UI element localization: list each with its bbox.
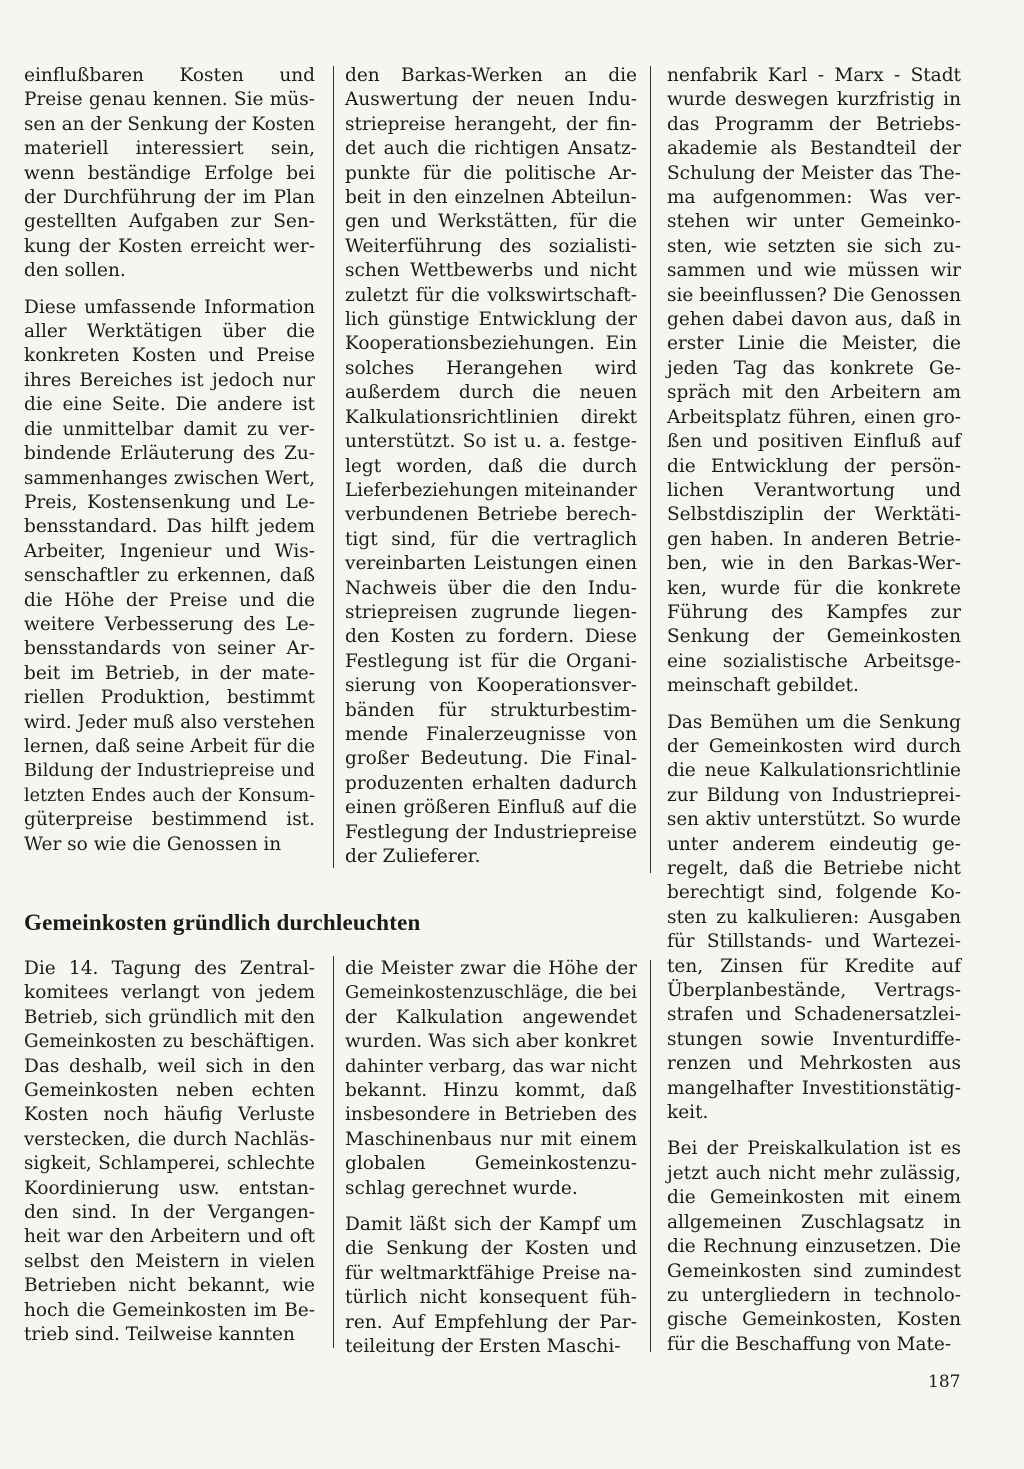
text-line: meinschaft gebildet. [667,675,859,697]
text-line: ben, wie in den Barkas-Wer- [667,553,961,575]
text-line: Gemeinkosten neben echten [24,1080,315,1102]
paragraph [345,957,637,1201]
text-line: nenfabrik Karl - Marx - Stadt [667,65,961,86]
text-line: Schulung der Meister das The- [667,162,961,184]
text-line: materiell interessiert sein, [24,138,315,160]
text-line: die Höhe der Preise und die [24,589,315,611]
text-line: der Zulieferer. [345,846,481,867]
text-column [24,957,315,1348]
text-line: Kosten noch häufig Verluste [24,1104,315,1126]
text-line: mende Finalerzeugnisse von [345,723,637,745]
text-line: bensstandards von seiner Ar- [24,638,315,660]
text-line: regelt, daß die Betriebe nicht [667,858,961,879]
text-line: wenn beständige Erfolge bei [24,162,315,184]
text-line: sie beeinflussen? Die Genossen [667,284,961,306]
text-line: selbst den Meistern in vielen [24,1250,315,1272]
text-line: letzten Endes auch der Konsum- [24,785,315,806]
text-line: gen haben. In anderen Betrie- [667,528,961,550]
paragraph-gap [24,284,315,296]
text-line: kung der Kosten erreicht wer- [24,235,315,257]
text-line: wurden. Was sich aber konkret [345,1031,637,1053]
text-line: Führung des Kampfes zur [667,601,961,623]
text-line: jeden Tag das konkrete Ge- [667,357,961,379]
text-column [24,64,315,857]
paragraph-gap [667,1125,961,1137]
column-rule-left-top [333,66,334,868]
text-line: schen Wettbewerbs und nicht [345,260,637,282]
text-line: der Durchführung der im Plan [24,187,315,209]
text-line: den Kosten zu fordern. Diese [345,626,637,648]
text-line: Das Bemühen um die Senkung [667,711,961,733]
text-line: Arbeitsplatz führen, einen gro- [667,406,961,428]
text-line: produzenten erhalten dadurch [345,772,637,794]
text-line: Maschinenbaus nur mit einem [345,1128,637,1150]
text-line: ihres Bereiches ist jedoch nur [24,369,315,391]
text-line: sen aktiv unterstützt. So wurde [667,809,961,831]
paragraph [667,1137,961,1357]
text-line: lernen, daß seine Arbeit für die [24,735,315,757]
text-line: Senkung der Gemeinkosten [667,626,961,648]
text-line: für weltmarktfähige Preise na- [345,1262,637,1284]
text-line: Gemeinkosten zu beschäftigen. [24,1031,315,1053]
text-line: ren. Auf Empfehlung der Par- [345,1311,637,1333]
text-line: Die 14. Tagung des Zentral- [24,958,315,979]
text-line: berechtigt sind, folgende Ko- [667,882,961,904]
text-line: sten, wie setzten sie sich zu- [667,235,961,257]
text-line: solches Herangehen wird [345,357,637,379]
text-line: Arbeiter, Ingenieur und Wis- [24,540,315,562]
page-number: 187 [928,1372,961,1392]
text-line: Festlegung ist für die Organi- [345,650,637,672]
text-line: det auch die richtigen Ansatz- [345,138,637,160]
text-line: Gemeinkosten sind zumindest [667,1260,961,1282]
paragraph [345,1213,637,1359]
text-line: Wer so wie die Genossen in [24,833,282,855]
text-line: senschaftler zu erkennen, daß [24,565,315,587]
text-line: Kalkulationsrichtlinien direkt [345,406,637,428]
text-line: die unmittelbar damit zu ver- [24,418,315,440]
text-line: der Kalkulation angewendet [345,1006,637,1028]
text-line: zu untergliedern in technolo- [667,1284,961,1306]
text-line: ten, Zinsen für Kredite auf [667,955,961,977]
text-line: keit. [667,1102,709,1124]
text-line: Bei der Preiskalkulation ist es [667,1138,961,1160]
text-line: legt worden, daß die durch [345,455,637,477]
column-rule-left-bottom [333,956,334,1348]
text-line: die Senkung der Kosten und [345,1238,637,1260]
text-line: hoch die Gemeinkosten im Be- [24,1299,315,1321]
text-line: die Gemeinkosten mit einem [667,1187,961,1209]
text-line: Damit läßt sich der Kampf um [345,1214,637,1236]
paragraph [24,957,315,1348]
text-line: renzen und Mehrkosten aus [667,1053,961,1075]
text-line: globalen Gemeinkostenzu- [345,1153,637,1175]
text-line: Weiterführung des sozialisti- [345,235,637,257]
paragraph-gap [345,1201,637,1213]
text-line: weitere Verbesserung des Le- [24,613,315,635]
text-line: komitees verlangt von jedem [24,982,315,1004]
text-line: lichen Verantwortung und [667,479,961,501]
paragraph [345,64,637,869]
text-line: Preis, Kostensenkung und Le- [24,491,315,513]
text-line: bindende Erläuterung des Zu- [24,443,315,465]
text-line: bekannt. Hinzu kommt, daß [345,1080,637,1102]
text-line: verstecken, die durch Nachläs- [24,1128,315,1150]
text-line: den sind. In der Vergangen- [24,1202,315,1224]
text-line: Nachweis über die den Indu- [345,577,637,599]
text-line: erster Linie die Meister, die [667,333,961,355]
text-line: der Gemeinkosten wird durch [667,735,961,757]
text-line: die Entwicklung der persön- [667,455,961,477]
text-line: Bildung der Industriepreise und [24,761,315,782]
text-line: die eine Seite. Die andere ist [24,394,315,416]
text-line: bänden für strukturbestim- [345,699,637,721]
text-line: insbesondere in Betrieben des [345,1104,637,1126]
paragraph-gap [667,699,961,711]
text-line: zur Bildung von Industrieprei- [667,784,961,806]
text-line: ßen und positiven Einfluß auf [667,431,961,453]
text-line: tigt sind, für die vertraglich [345,528,637,550]
column-rule-right-bottom [650,960,651,1352]
text-line: stungen sowie Inventurdiffe- [667,1028,961,1050]
text-line: die Rechnung einzusetzen. Die [667,1236,961,1258]
text-line: teileitung der Ersten Maschi- [345,1336,621,1358]
section-heading: Gemeinkosten gründlich durchleuchten [24,910,421,935]
text-line: einen größeren Einfluß auf die [345,797,637,819]
text-line: Preise genau kennen. Sie müs- [24,89,315,111]
text-line: akademie als Bestandteil der [667,138,961,160]
text-line: gehen dabei davon aus, daß in [667,309,961,331]
text-line: zuletzt für die volkswirtschaft- [345,284,637,306]
text-line: striepreise herangeht, der fin- [345,113,637,135]
text-line: aller Werktätigen über die [24,321,315,343]
text-line: eine sozialistische Arbeitsge- [667,650,961,672]
text-line: einflußbaren Kosten und [24,65,315,86]
text-line: strafen und Schadenersatzlei- [667,1004,961,1026]
text-line: gische Gemeinkosten, Kosten [667,1309,961,1331]
text-line: das Programm der Betriebs- [667,113,961,135]
text-line: trieb sind. Teilweise kannten [24,1324,295,1346]
text-line: die neue Kalkulationsrichtlinie [667,760,961,782]
text-line: großer Bedeutung. Die Final- [345,748,637,770]
text-line: sammenhanges zwischen Wert, [24,467,315,489]
text-line: den Barkas-Werken an die [345,65,637,86]
text-line: den sollen. [24,260,126,282]
text-line: ken, wurde für die konkrete [667,577,961,599]
text-line: vereinbarten Leistungen einen [345,553,637,575]
paragraph [24,64,315,284]
text-line: güterpreise bestimmend ist. [24,809,315,831]
text-line: sen an der Senkung der Kosten [24,113,315,135]
text-line: striepreisen zugrunde liegen- [345,601,637,623]
text-line: unter anderem eindeutig ge- [667,833,961,855]
text-line: ma aufgenommen: Was ver- [667,187,961,209]
text-line: Festlegung der Industriepreise [345,821,637,843]
text-line: Gemeinkostenzuschläge, die bei [345,983,637,1004]
text-line: dahinter verbarg, das war nicht [345,1055,637,1077]
text-line: konkreten Kosten und Preise [24,345,315,367]
text-line: Betrieb, sich gründlich mit den [24,1006,315,1028]
text-line: wurde deswegen kurzfristig in [667,89,961,111]
text-line: gen und Werkstätten, für die [345,211,637,233]
text-line: mangelhafter Investitionstätig- [667,1077,961,1099]
text-line: gestellten Aufgaben zur Sen- [24,211,315,233]
text-line: sammen und wie müssen wir [667,260,961,282]
paragraph [24,296,315,857]
text-line: bensstandard. Das hilft jedem [24,516,315,538]
text-line: sigkeit, Schlamperei, schlechte [24,1153,315,1175]
text-line: beit im Betrieb, in der mate- [24,662,315,684]
text-line: schlag gerechnet wurde. [345,1177,578,1199]
paragraph [667,64,961,699]
column-rule-right-top [650,66,651,873]
text-line: lich günstige Entwicklung der [345,309,637,331]
text-column [345,64,637,869]
text-line: Koordinierung usw. entstan- [24,1177,315,1199]
text-line: für Stillstands- und Wartezei- [667,931,961,953]
text-line: Betrieben nicht bekannt, wie [24,1275,315,1297]
text-line: riellen Produktion, bestimmt [24,687,315,709]
text-line: die Meister zwar die Höhe der [345,958,637,979]
text-line: beit in den einzelnen Abteilun- [345,187,637,209]
text-line: sierung von Kooperationsver- [345,675,637,697]
text-line: verbundenen Betriebe berech- [345,504,637,526]
text-line: außerdem durch die neuen [345,382,637,404]
text-line: Überplanbestände, Vertrags- [667,980,961,1002]
text-line: unterstützt. So ist u. a. festge- [345,431,637,453]
text-line: allgemeinen Zuschlagsatz in [667,1211,961,1233]
text-line: türlich nicht konsequent füh- [345,1287,637,1309]
text-line: Selbstdisziplin der Werktäti- [667,504,961,526]
paragraph [667,711,961,1126]
text-line: für die Beschaffung von Mate- [667,1333,952,1355]
text-line: jetzt auch nicht mehr zulässig, [667,1162,961,1184]
text-line: stehen wir unter Gemeinko- [667,211,961,233]
text-line: Das deshalb, weil sich in den [24,1055,315,1077]
text-column [345,957,637,1360]
text-line: wird. Jeder muß also verstehen [24,711,315,733]
text-line: Diese umfassende Information [24,296,315,318]
text-line: Kooperationsbeziehungen. Ein [345,333,637,355]
text-line: heit war den Arbeitern und oft [24,1226,315,1248]
text-line: punkte für die politische Ar- [345,162,637,184]
text-column [667,64,961,1357]
text-line: Lieferbeziehungen miteinander [345,479,637,501]
text-line: sten zu kalkulieren: Ausgaben [667,906,961,928]
text-line: spräch mit den Arbeitern am [667,382,961,404]
text-line: Auswertung der neuen Indu- [345,89,637,111]
